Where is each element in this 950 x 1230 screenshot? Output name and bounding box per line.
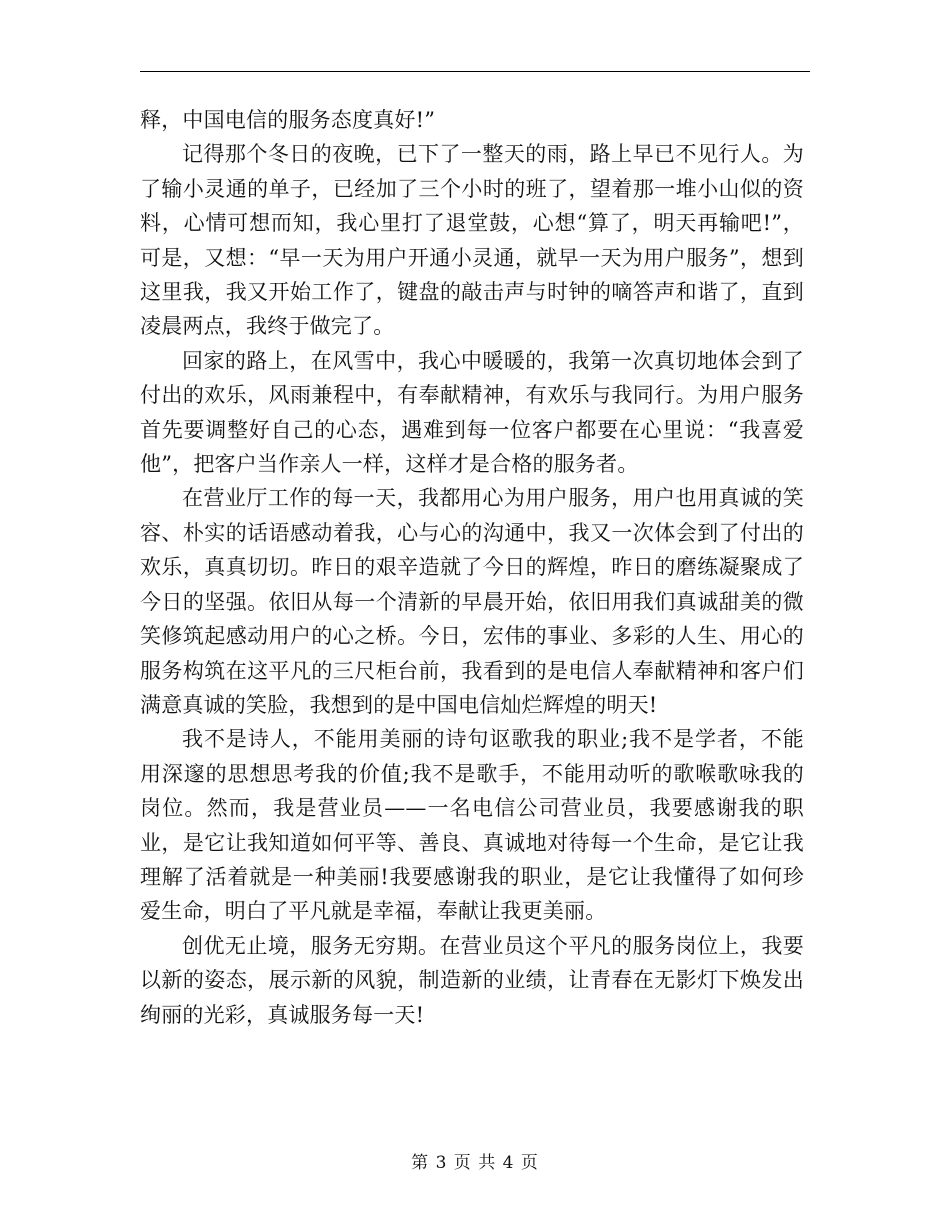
paragraph-winter-night: 记得那个冬日的夜晚，已下了一整天的雨，路上早已不见行人。为了输小灵通的单子，已经加了三个小时的班了，望着那一堆小山似的资料，心情可想而知，我心里打了退堂鼓，心想“算了，明天再输吧!”，可是，又想：“早一天为用户开通小灵通，就早一天为用户服务”，想到这里我，我又开始工作了，键盘的敲击声与时钟的嘀答声和谐了，直到凌晨两点，我终于做完了。 (140, 142, 804, 339)
document-body (140, 103, 804, 1032)
paragraph-not-a-poet: 我不是诗人，不能用美丽的诗句讴歌我的职业;我不是学者，不能用深邃的思想思考我的价值;我不是歌手，不能用动听的歌喉歌咏我的岗位。然而，我是营业员——一名电信公司营业员，我要感谢我的职业，是它让我知道如何平等、善良、真诚地对待每一个生命，是它让我理解了活着就是一种美丽!我要感谢我的职业，是它让我懂得了如何珍爱生命，明白了平凡就是幸福，奉献让我更美丽。 (140, 727, 804, 924)
paragraph-continuation: 释，中国电信的服务态度真好!” (140, 108, 436, 132)
header-rule (140, 71, 810, 72)
current-page-number: 3 (435, 1153, 448, 1173)
page-number-suffix: 页 (520, 1153, 539, 1173)
page-footer (0, 1148, 950, 1173)
page-number-middle: 页 共 (453, 1153, 497, 1173)
paragraph-conclusion: 创优无止境，服务无穷期。在营业员这个平凡的服务岗位上，我要以新的姿态，展示新的风貌，制造新的业绩，让青春在无影灯下焕发出绚丽的光彩，真诚服务每一天! (140, 933, 804, 1027)
paragraph-business-hall: 在营业厅工作的每一天，我都用心为用户服务，用户也用真诚的笑容、朴实的话语感动着我，心与心的沟通中，我又一次体会到了付出的欢乐，真真切切。昨日的艰辛造就了今日的辉煌，昨日的磨练凝聚成了今日的坚强。依旧从每一个清新的早晨开始，依旧用我们真诚甜美的微笑修筑起感动用户的心之桥。今日，宏伟的事业、多彩的人生、用心的服务构筑在这平凡的三尺柜台前，我看到的是电信人奉献精神和客户们满意真诚的笑脸，我想到的是中国电信灿烂辉煌的明天! (140, 486, 804, 717)
paragraph-way-home: 回家的路上，在风雪中，我心中暖暖的，我第一次真切地体会到了付出的欢乐，风雨兼程中，有奉献精神，有欢乐与我同行。为用户服务首先要调整好自己的心态，遇难到每一位客户都要在心里说：“我喜爱他”，把客户当作亲人一样，这样才是合格的服务者。 (140, 348, 804, 477)
total-page-count: 4 (502, 1153, 515, 1173)
page-number-prefix: 第 (411, 1153, 430, 1173)
